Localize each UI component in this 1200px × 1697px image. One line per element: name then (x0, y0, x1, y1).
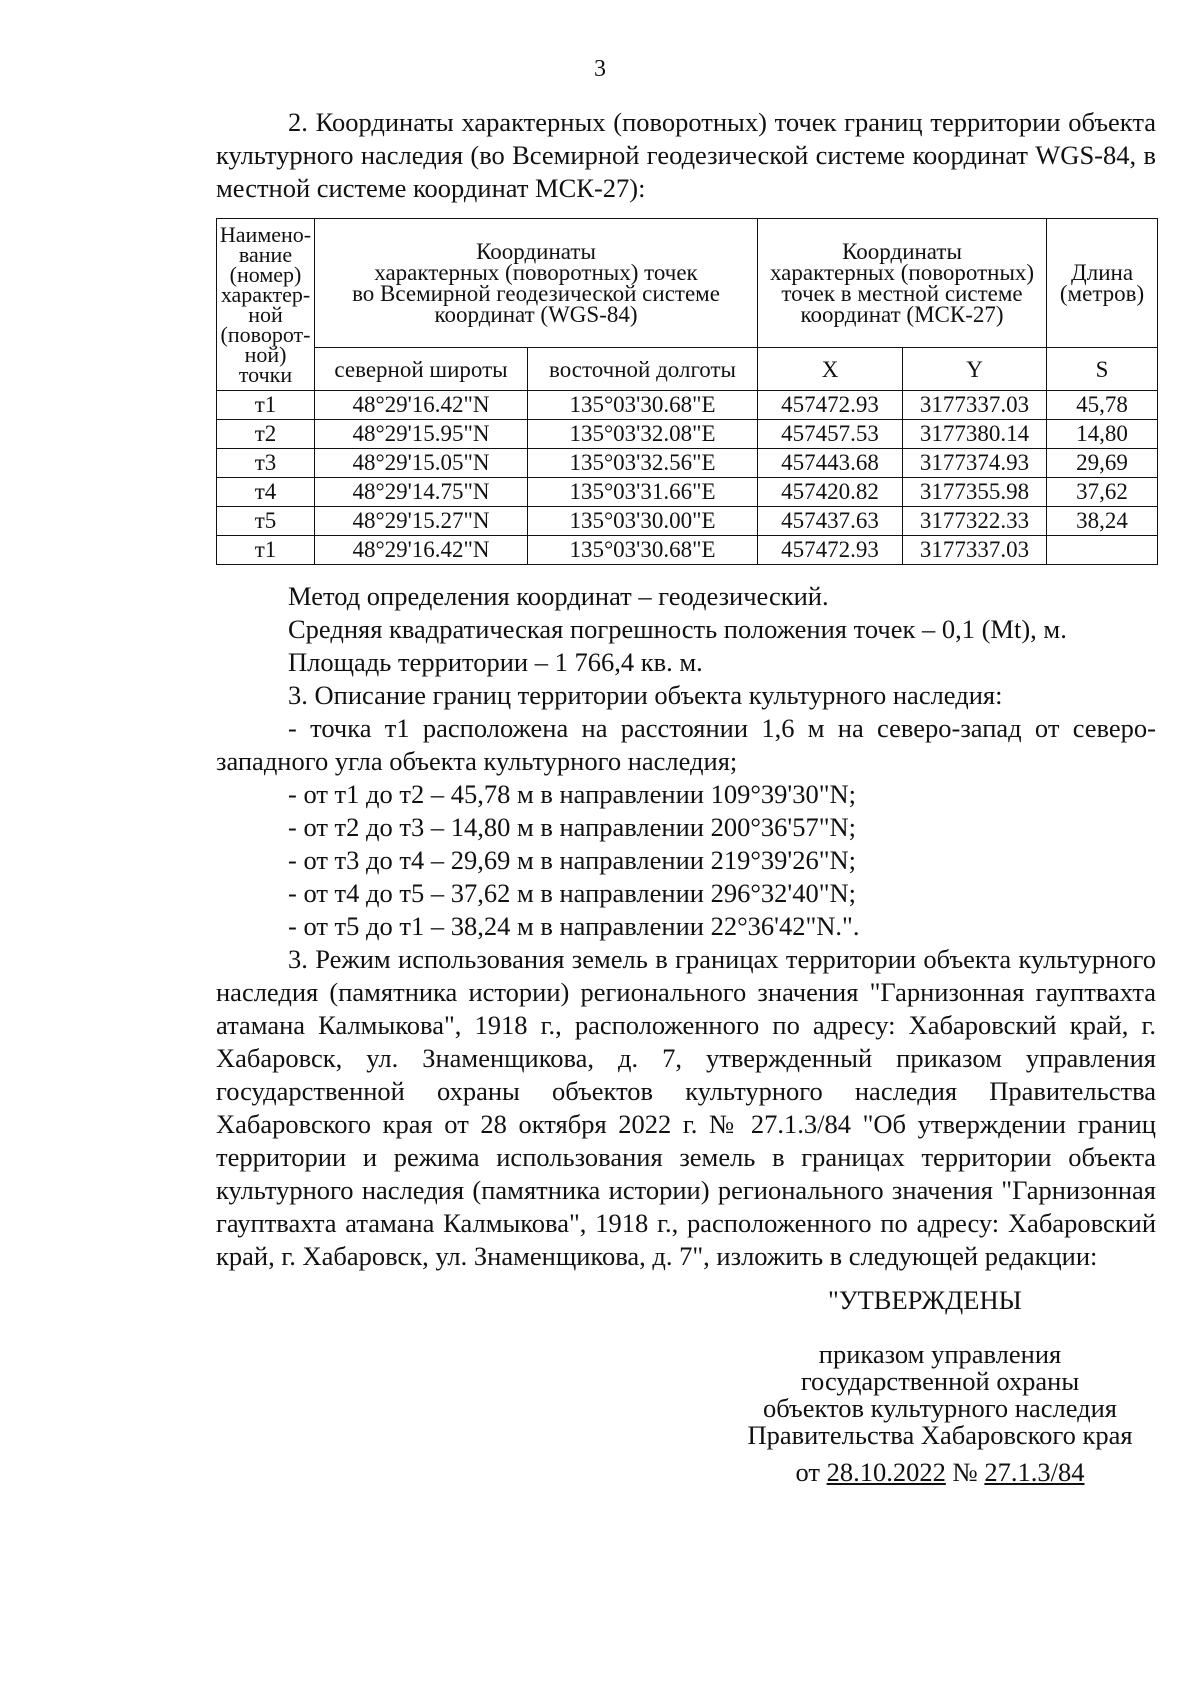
approval-date-line: от 28.10.2022 № 27.1.3/84 (795, 1457, 1085, 1487)
cell-length: 45,78 (1047, 391, 1158, 420)
method-line: Метод определения координат – геодезический. (288, 581, 829, 611)
cell-point: т1 (217, 391, 315, 420)
coordinates-table (216, 218, 1158, 565)
cell-longitude: 135°03'32.56"E (528, 449, 758, 478)
cell-latitude: 48°29'16.42"N (315, 391, 528, 420)
coordinates-intro: 2. Координаты характерных (поворотных) точек границ территории объекта культурного наследия (во Всемирной геодезической системе координат WGS-84, в местной системе координат МСК-27): (216, 107, 1156, 203)
cell-x: 457443.68 (758, 449, 903, 478)
table-row (217, 478, 1158, 507)
header-point-name: Наимено- вание (номер) характер- ной (поворот- ной) точки (217, 219, 315, 391)
cell-point: т3 (217, 449, 315, 478)
cell-point: т5 (217, 507, 315, 536)
cell-x: 457420.82 (758, 478, 903, 507)
header-x: X (758, 348, 903, 391)
cell-y: 3177374.93 (903, 449, 1047, 478)
cell-latitude: 48°29'14.75"N (315, 478, 528, 507)
cell-point: т2 (217, 420, 315, 449)
cell-x: 457472.93 (758, 391, 903, 420)
approval-number: 27.1.3/84 (984, 1457, 1085, 1487)
segment-line: - от т5 до т1 – 38,24 м в направлении 22°36'42"N.". (288, 911, 860, 941)
cell-y: 3177337.03 (903, 536, 1047, 565)
table-row (217, 507, 1158, 536)
table-row (217, 420, 1158, 449)
approval-date: 28.10.2022 (826, 1457, 946, 1487)
cell-longitude: 135°03'30.00"E (528, 507, 758, 536)
cell-longitude: 135°03'30.68"E (528, 536, 758, 565)
error-line: Средняя квадратическая погрешность положения точек – 0,1 (Mt), м. (288, 614, 1067, 644)
header-s: S (1047, 348, 1158, 391)
boundary-first-point: - точка т1 расположена на расстоянии 1,6 м на северо-запад от северо-западного угла объекта культурного наследия; (216, 713, 1156, 776)
regime-paragraph: 3. Режим использования земель в границах территории объекта культурного наследия (памятника истории) регионального значения "Гарнизонная гауптвахта атамана Калмыкова", 1918 г., расположенного по адресу: Хабаровский край, г. Хабаровск, ул. Знаменщикова, д. 7, утвержденный приказом управления государственной охраны объектов культурного наследия Правительства Хабаровского края от 28 октября 2022 г. № 27.1.3/84 "Об утверждении границ территории и режима использования земель в границах территории объекта культурного наследия (памятника истории) регионального значения "Гарнизонная гауптвахта атамана Калмыкова", 1918 г., расположенного по адресу: Хабаровский край, г. Хабаровск, ул. Знаменщикова, д. 7", изложить в следующей редакции: (216, 944, 1156, 1271)
header-y: Y (903, 348, 1047, 391)
cell-latitude: 48°29'15.27"N (315, 507, 528, 536)
table-row (217, 391, 1158, 420)
cell-latitude: 48°29'15.05"N (315, 449, 528, 478)
segment-line: - от т4 до т5 – 37,62 м в направлении 296°32'40"N; (288, 878, 857, 908)
segment-line: - от т2 до т3 – 14,80 м в направлении 200°36'57"N; (288, 812, 857, 842)
cell-longitude: 135°03'32.08"E (528, 420, 758, 449)
header-wgs84-group: Координаты характерных (поворотных) точек во Всемирной геодезической системе координат (WGS-84) (315, 219, 758, 348)
cell-length (1047, 536, 1158, 565)
cell-x: 457437.63 (758, 507, 903, 536)
cell-y: 3177380.14 (903, 420, 1047, 449)
cell-length: 37,62 (1047, 478, 1158, 507)
cell-length: 38,24 (1047, 507, 1158, 536)
cell-y: 3177322.33 (903, 507, 1047, 536)
header-msk27-group: Координаты характерных (поворотных) точек в местной системе координат (МСК-27) (758, 219, 1047, 348)
cell-longitude: 135°03'31.66"E (528, 478, 758, 507)
header-longitude: восточной долготы (528, 348, 758, 391)
cell-latitude: 48°29'16.42"N (315, 536, 528, 565)
table-row (217, 536, 1158, 565)
table-row (217, 449, 1158, 478)
cell-x: 457472.93 (758, 536, 903, 565)
approval-issuer: приказом управления государственной охраны объектов культурного наследия Правительства Хабаровского края (747, 1339, 1133, 1450)
cell-latitude: 48°29'15.95"N (315, 420, 528, 449)
cell-y: 3177337.03 (903, 391, 1047, 420)
approval-title: "УТВЕРЖДЕНЫ (828, 1285, 1022, 1315)
cell-length: 14,80 (1047, 420, 1158, 449)
cell-point: т4 (217, 478, 315, 507)
description-section (216, 580, 1156, 1273)
segment-line: - от т1 до т2 – 45,78 м в направлении 109°39'30"N; (288, 779, 857, 809)
boundary-title: 3. Описание границ территории объекта культурного наследия: (288, 680, 1003, 710)
segment-line: - от т3 до т4 – 29,69 м в направлении 219°39'26"N; (288, 845, 857, 875)
cell-point: т1 (217, 536, 315, 565)
cell-longitude: 135°03'30.68"E (528, 391, 758, 420)
header-latitude: северной широты (315, 348, 528, 391)
header-length: Длина (метров) (1047, 219, 1158, 348)
cell-y: 3177355.98 (903, 478, 1047, 507)
page-number: 3 (594, 56, 606, 82)
area-line: Площадь территории – 1 766,4 кв. м. (288, 647, 703, 677)
cell-x: 457457.53 (758, 420, 903, 449)
cell-length: 29,69 (1047, 449, 1158, 478)
